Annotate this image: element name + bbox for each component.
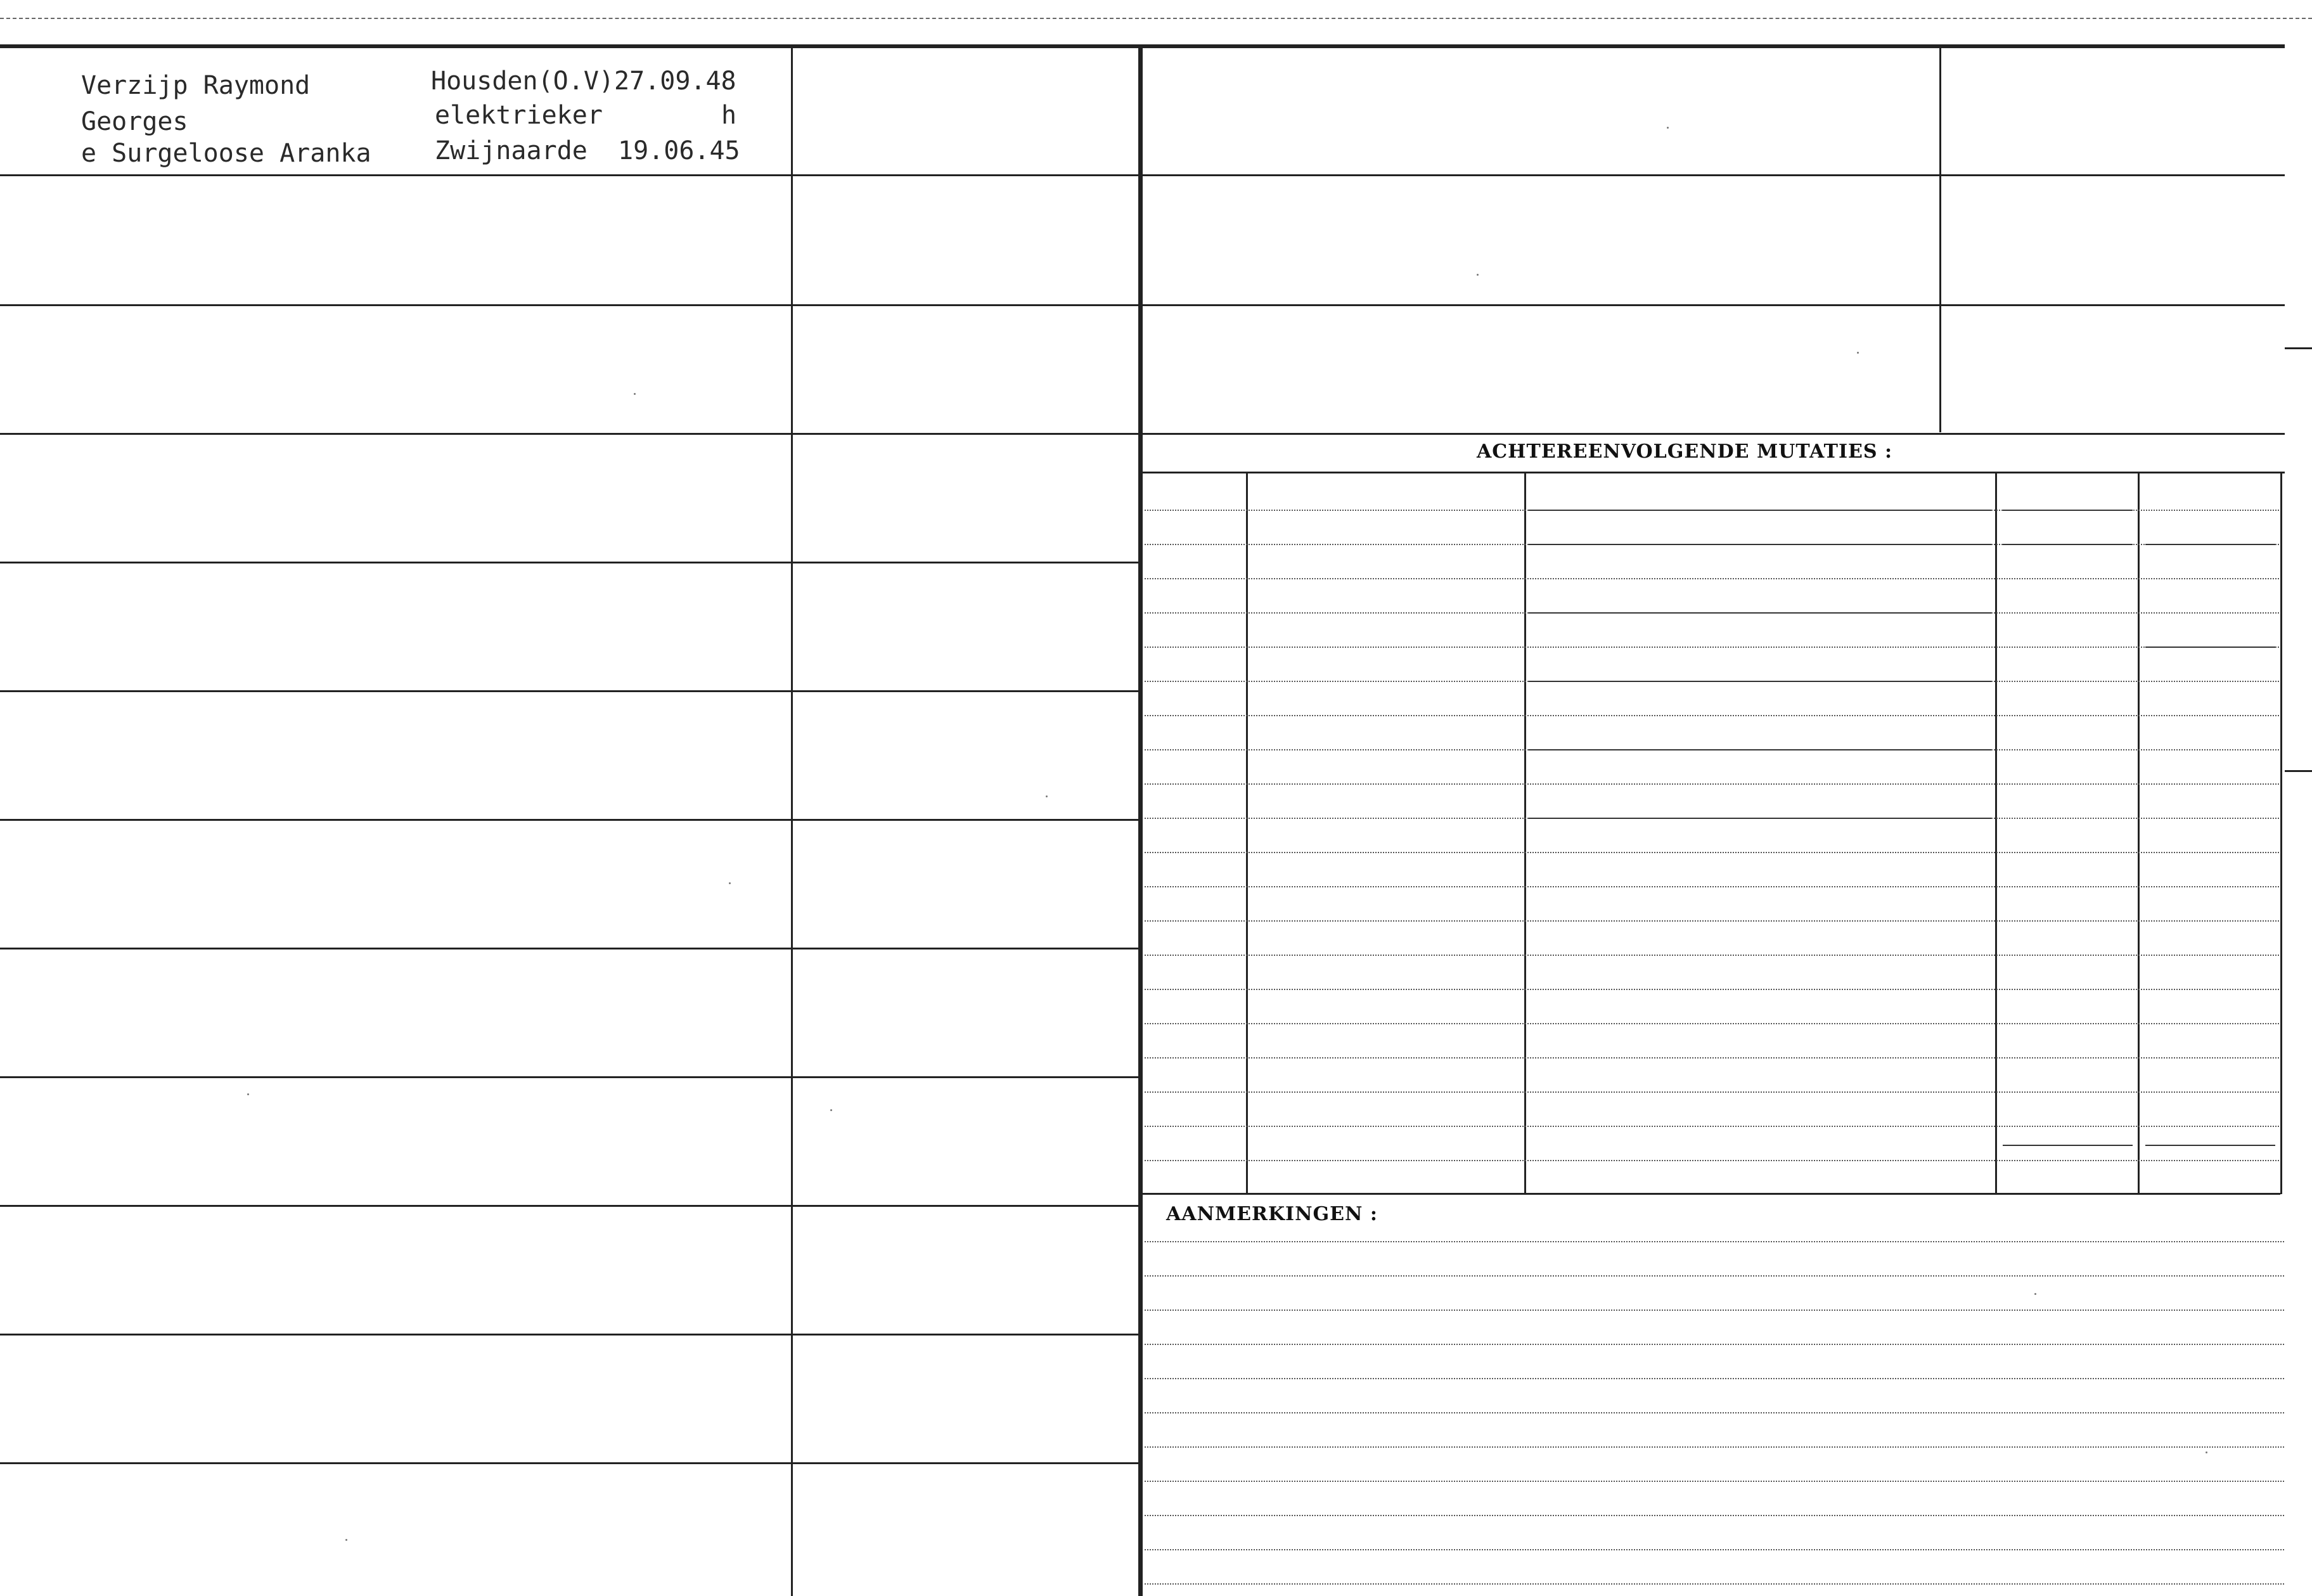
- scan-speck: [729, 882, 731, 884]
- mutations-cell-rule: [2145, 647, 2275, 648]
- birthplace-date-1: Housden(O.V)27.09.48: [431, 67, 736, 96]
- scan-speck: [247, 1093, 249, 1095]
- scan-speck: [1477, 274, 1479, 276]
- scan-speck: [2034, 1293, 2036, 1295]
- mutations-cell-rule: [2003, 544, 2133, 545]
- scan-speck: [2206, 1451, 2207, 1453]
- mutations-row-line: [1145, 783, 2279, 785]
- mutations-cell-rule: [2145, 1145, 2275, 1146]
- mutations-cell-rule: [1529, 681, 1991, 682]
- mutations-bottom-border: [1141, 1193, 2280, 1195]
- spouse-name: e Surgeloose Aranka: [81, 139, 371, 168]
- left-row-line: [0, 174, 1138, 176]
- scan-speck: [345, 1539, 347, 1541]
- remarks-line: [1145, 1241, 2284, 1242]
- mutations-row-line: [1145, 1057, 2279, 1059]
- person-name-line-1: Verzijp Raymond: [81, 71, 311, 100]
- scan-speck: [634, 393, 636, 395]
- left-row-line: [0, 1462, 1138, 1464]
- remarks-line: [1145, 1412, 2284, 1413]
- mutations-cell-rule: [2003, 510, 2133, 511]
- remarks-line: [1145, 1549, 2284, 1550]
- person-name-line-2: Georges: [81, 107, 188, 136]
- mutations-cell-rule: [1529, 749, 1991, 750]
- scan-speck: [1857, 352, 1859, 354]
- mutations-row-line: [1145, 989, 2279, 990]
- remarks-line: [1145, 1515, 2284, 1516]
- left-row-line: [0, 819, 1138, 821]
- scan-speck: [1667, 127, 1669, 129]
- mutations-row-line: [1145, 852, 2279, 853]
- left-row-line: [0, 1334, 1138, 1335]
- mutations-title: ACHTEREENVOLGENDE MUTATIES :: [1477, 441, 1893, 463]
- mutations-row-line: [1145, 647, 2279, 648]
- center-divider: [1138, 44, 1143, 1596]
- edge-tick: [2285, 347, 2312, 349]
- mutations-col-divider: [1995, 473, 1997, 1194]
- mutations-row-line: [1145, 955, 2279, 956]
- mutations-col-divider: [1246, 473, 1248, 1194]
- scan-speck: [830, 1109, 832, 1111]
- remarks-line: [1145, 1310, 2284, 1311]
- left-row-line: [0, 433, 1138, 435]
- left-row-line: [0, 1205, 1138, 1207]
- mutations-right-border: [2280, 473, 2282, 1194]
- scan-speck: [1046, 795, 1048, 797]
- mutations-row-line: [1145, 1091, 2279, 1093]
- mutations-col-divider: [1524, 473, 1526, 1194]
- mutations-cell-rule: [1529, 544, 1991, 545]
- mutations-row-line: [1145, 886, 2279, 887]
- edge-tick: [2285, 770, 2312, 772]
- right-upper-row-line: [1141, 174, 2285, 176]
- remarks-line: [1145, 1344, 2284, 1345]
- mutations-cell-rule: [2003, 1145, 2133, 1146]
- mutations-row-line: [1145, 920, 2279, 922]
- remarks-line: [1145, 1583, 2284, 1585]
- left-row-line: [0, 562, 1138, 563]
- mutations-cell-rule: [1529, 818, 1991, 819]
- mutations-row-line: [1145, 1126, 2279, 1127]
- birthplace-date-2: Zwijnaarde 19.06.45: [435, 136, 740, 165]
- right-upper-bottom-line: [1141, 433, 2285, 435]
- remarks-line: [1145, 1378, 2284, 1379]
- right-upper-divider: [1939, 44, 1941, 432]
- mutations-row-line: [1145, 715, 2279, 716]
- left-row-line: [0, 948, 1138, 949]
- mutations-col-divider: [2138, 473, 2140, 1194]
- mutations-cell-rule: [1529, 510, 1991, 511]
- mutations-row-line: [1145, 1160, 2279, 1161]
- left-row-line: [0, 690, 1138, 692]
- right-upper-row-line: [1141, 304, 2285, 306]
- remarks-line: [1145, 1446, 2284, 1448]
- mutations-cell-rule: [2145, 544, 2275, 545]
- occupation-mark: h: [721, 101, 737, 130]
- mutations-row-line: [1145, 1023, 2279, 1024]
- left-row-line: [0, 304, 1138, 306]
- remarks-line: [1145, 1275, 2284, 1277]
- left-row-line: [0, 1076, 1138, 1078]
- occupation: elektrieker: [435, 101, 603, 130]
- remarks-title: AANMERKINGEN :: [1166, 1203, 1378, 1225]
- mutations-header-line: [1141, 472, 2285, 473]
- remarks-line: [1145, 1481, 2284, 1482]
- mutations-cell-rule: [1529, 612, 1991, 614]
- mutations-row-line: [1145, 578, 2279, 579]
- top-edge-line: [0, 18, 2312, 19]
